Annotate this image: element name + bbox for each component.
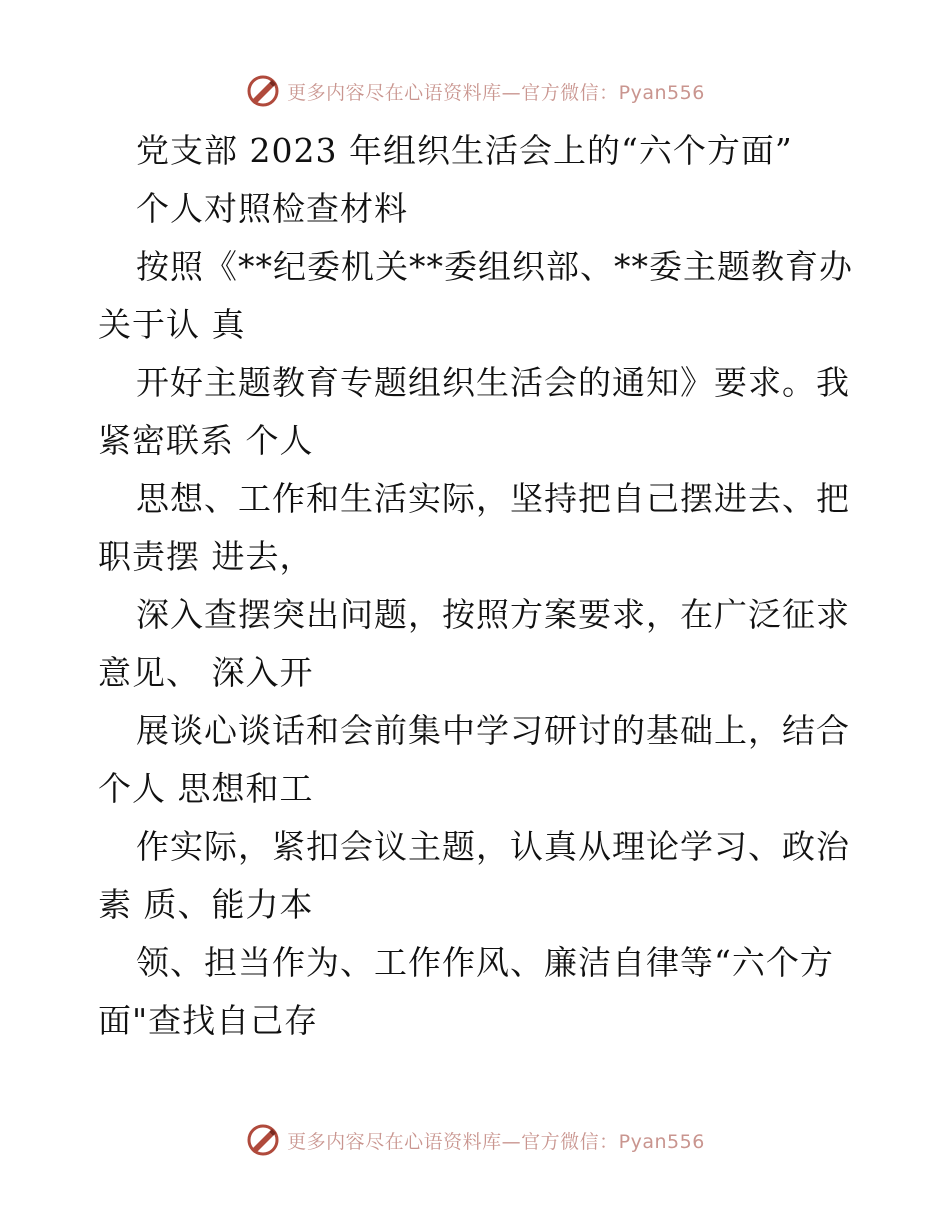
watermark-text: 更多内容尽在心语资料库—官方微信：Pyan556	[287, 81, 705, 104]
watermark-text: 更多内容尽在心语资料库—官方微信：Pyan556	[287, 1130, 705, 1153]
pen-logo-icon	[245, 1122, 281, 1158]
document-body	[98, 122, 858, 1050]
body-line: 面"查找自己存	[98, 1001, 319, 1040]
body-line: 思想、工作和生活实际，坚持把自己摆进去、把	[136, 479, 850, 518]
footer-watermark	[0, 1120, 950, 1160]
body-line: 展谈心谈话和会前集中学习研讨的基础上，结合	[136, 711, 850, 750]
document-title-line-2: 个人对照检查材料	[136, 189, 408, 228]
body-line: 深入查摆突出问题，按照方案要求，在广泛征求	[136, 595, 850, 634]
body-line: 开好主题教育专题组织生活会的通知》要求。我	[136, 363, 850, 402]
body-line: 作实际，紧扣会议主题，认真从理论学习、政治	[136, 827, 850, 866]
body-line: 紧密联系 个人	[98, 421, 314, 460]
body-line: 职责摆 进去，	[98, 537, 314, 576]
body-line: 个人 思想和工	[98, 769, 314, 808]
document-title-line-1: 党支部 2023 年组织生活会上的“六个方面”	[136, 131, 793, 170]
body-line: 按照《**纪委机关**委组织部、**委主题教育办	[136, 247, 853, 286]
header-watermark	[0, 71, 950, 111]
pen-logo-icon	[245, 73, 281, 109]
body-line: 素 质、能力本	[98, 885, 314, 924]
body-line: 意见、 深入开	[98, 653, 314, 692]
body-line: 领、担当作为、工作作风、廉洁自律等“六个方	[136, 943, 834, 982]
body-line: 关于认 真	[98, 305, 246, 344]
